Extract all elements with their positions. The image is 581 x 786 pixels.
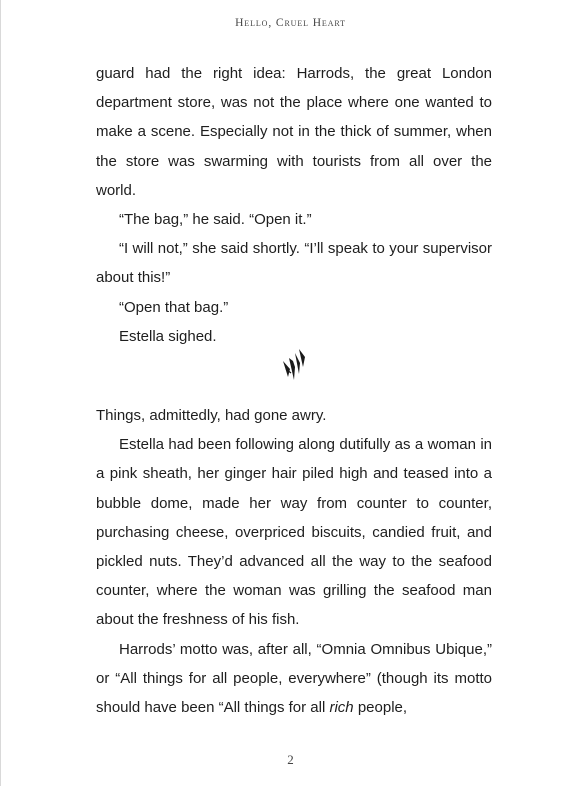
- emphasis-word: rich: [329, 699, 354, 717]
- page-number: 2: [287, 752, 294, 767]
- page-edge: [0, 0, 1, 786]
- text-block-bottom: [96, 401, 492, 722]
- running-header: Hello, Cruel Heart: [235, 17, 346, 29]
- paragraph: guard had the right idea: Harrods, the great London department store, was not the place where one wanted to make a scene. Especially not in the thick of summer, when the store was swarming with tourists from all over the world.: [96, 65, 492, 199]
- paragraph: [96, 635, 492, 723]
- scratch-ornament-icon: [280, 347, 308, 383]
- paragraph-text: Harrods’ motto was, after all, “Omnia Omnibus Ubique,” or “All things for all people, everywhere” (though its motto should have been “All things for all: [96, 640, 492, 717]
- text-block-top: [96, 59, 492, 351]
- paragraph: “The bag,” he said. “Open it.”: [119, 211, 312, 229]
- paragraph: Estella had been following along dutifully as a woman in a pink sheath, her ginger hair piled high and teased into a bubble dome, made her way from counter to counter, purchasing cheese, overpriced biscuits, candied fruit, and pickled nuts. They’d advanced all the way to the seafood counter, where the woman was grilling the seafood man about the freshness of his fish.: [96, 436, 492, 629]
- paragraph: “I will not,” she said shortly. “I’ll speak to your supervisor about this!”: [96, 240, 492, 287]
- paragraph: Things, admittedly, had gone awry.: [96, 407, 327, 424]
- paragraph: “Open that bag.”: [119, 298, 229, 316]
- paragraph-text: people,: [353, 699, 408, 717]
- paragraph: Estella sighed.: [119, 327, 217, 345]
